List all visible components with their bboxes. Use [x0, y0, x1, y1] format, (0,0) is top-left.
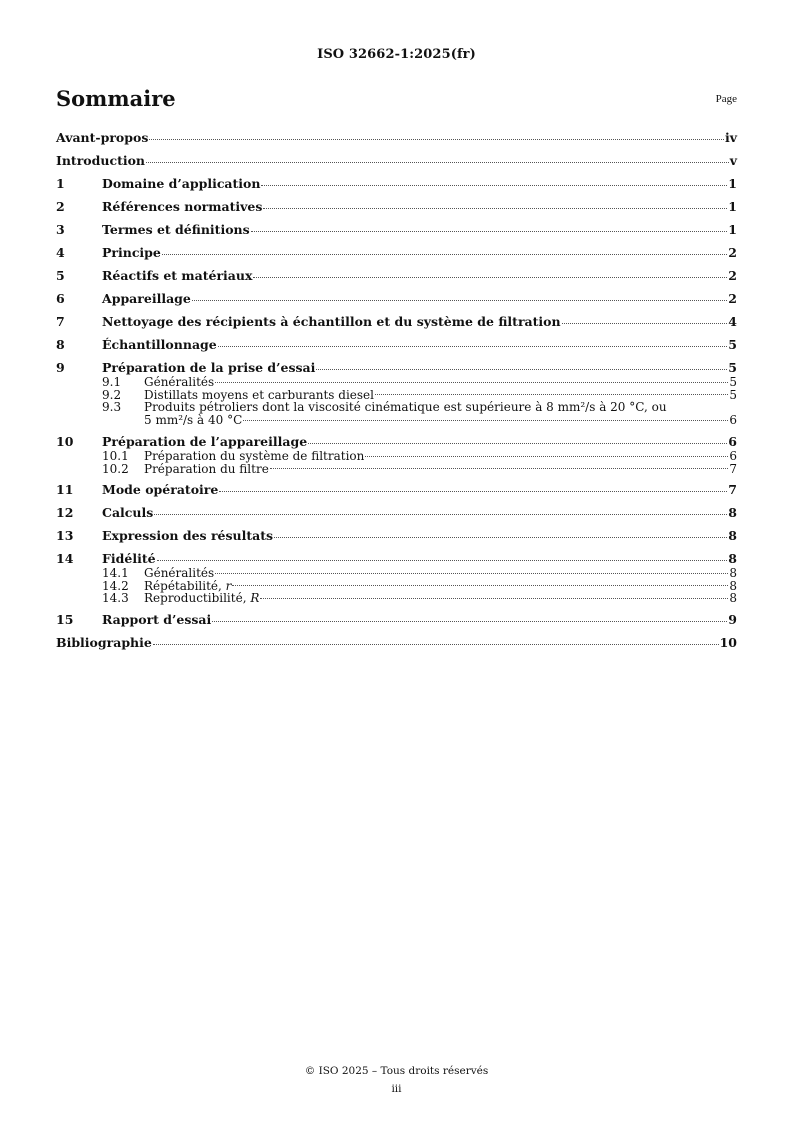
toc-entry-title: Répétabilité, r [144, 578, 232, 593]
dot-leader [243, 420, 728, 421]
toc-entry-page: 5 [728, 337, 737, 352]
toc-entry-number: 14.3 [102, 591, 129, 605]
dot-leader [375, 394, 728, 395]
toc-entry-12[interactable] [56, 505, 737, 521]
toc-entry-title: Principe [102, 245, 161, 260]
toc-entry-title: Expression des résultats [102, 528, 274, 543]
toc-entry-title: Termes et définitions [102, 222, 250, 237]
dot-leader [308, 443, 727, 444]
toc-entry-title: Préparation de l’appareillage [102, 434, 308, 449]
toc-entry-1[interactable] [56, 176, 737, 192]
toc-entry-page: 4 [728, 314, 737, 329]
toc-entry-number: 11 [56, 482, 74, 497]
dot-leader [253, 277, 727, 278]
toc-entry-page: 8 [728, 551, 737, 566]
toc-entry-9[interactable] [56, 360, 737, 376]
toc-entry-page: 6 [728, 434, 737, 449]
toc-entry-page: 1 [728, 222, 737, 237]
toc-entry-page: 8 [729, 566, 737, 580]
toc-entry-number: 14.2 [102, 578, 129, 593]
toc-entry-page: 5 [729, 387, 737, 402]
toc-entry-page: v [729, 153, 737, 168]
toc-entry-page: 6 [729, 413, 737, 427]
toc-entry-number: 14.1 [102, 566, 129, 580]
toc-entry-number: 2 [56, 199, 65, 214]
toc-entry-number: 9.1 [102, 375, 122, 389]
toc-entry-4[interactable] [56, 245, 737, 261]
dot-leader [316, 369, 727, 370]
toc-entry-11[interactable] [56, 482, 737, 498]
toc-entry-title: Préparation du filtre [144, 461, 269, 476]
toc-entry-introduction[interactable] [56, 153, 737, 169]
dot-leader [218, 346, 728, 347]
dot-leader [251, 231, 728, 232]
toc-entry-title: Nettoyage des récipients à échantillon et du système de filtration [102, 314, 561, 329]
toc-entry-title: Appareillage [102, 291, 191, 306]
toc-entry-title: Préparation de la prise d’essai [102, 360, 316, 375]
toc-entry-number: 1 [56, 176, 65, 191]
document-header: ISO 32662-1:2025(fr) [317, 47, 476, 62]
toc-entry-title: Rapport d’essai [102, 611, 212, 627]
dot-leader [153, 644, 719, 645]
toc-entry-page: 7 [729, 461, 737, 476]
table-of-contents [56, 130, 737, 651]
toc-entry-number: 9.2 [102, 387, 122, 402]
toc-entry-page: 8 [729, 591, 737, 605]
toc-entry-3[interactable] [56, 222, 737, 238]
toc-entry-title: Références normatives [102, 199, 263, 214]
dot-leader [232, 585, 728, 586]
toc-entry-page: 5 [729, 375, 737, 389]
dot-leader [157, 560, 728, 561]
toc-entry-page: 1 [728, 176, 737, 191]
copyright-notice: © ISO 2025 – Tous droits réservés [304, 1065, 489, 1077]
toc-entry-page: 1 [728, 199, 737, 214]
toc-entry-7[interactable] [56, 314, 737, 330]
toc-entry-13[interactable] [56, 528, 737, 544]
page-number: iii [391, 1083, 402, 1095]
toc-entry-page: 8 [728, 528, 737, 543]
page-column-label: Page [715, 93, 737, 105]
toc-entry-5[interactable] [56, 268, 737, 284]
dot-leader [215, 382, 728, 383]
toc-entry-title: Préparation du système de filtration [144, 449, 365, 463]
toc-entry-page: 5 [728, 360, 737, 375]
toc-entry-8[interactable] [56, 337, 737, 353]
toc-entry-title: Bibliographie [56, 634, 152, 650]
toc-entry-title: Introduction [56, 153, 146, 168]
toc-entry-title: Domaine d’application [102, 176, 261, 191]
toc-entry-15[interactable] [56, 612, 737, 628]
toc-entry-title: Généralités [144, 375, 215, 389]
toc-entry-title: Fidélité [102, 551, 156, 566]
toc-entry-page: iv [724, 130, 737, 145]
dot-leader [149, 139, 724, 140]
dot-leader [562, 323, 728, 324]
dot-leader [215, 573, 728, 574]
toc-entry-page: 8 [728, 505, 737, 520]
dot-leader [192, 300, 727, 301]
dot-leader [154, 514, 727, 515]
toc-entry-page: 2 [728, 291, 737, 306]
toc-entry-page: 8 [729, 578, 737, 593]
dot-leader [219, 491, 727, 492]
toc-entry-14[interactable] [56, 551, 737, 567]
dot-leader [261, 185, 727, 186]
toc-entry-page: 10 [719, 634, 737, 650]
toc-entry-bibliographie[interactable] [56, 635, 737, 651]
toc-entry-title: Réactifs et matériaux [102, 268, 253, 283]
page-title: Sommaire [56, 86, 176, 111]
toc-entry-title: Mode opératoire [102, 482, 219, 497]
toc-entry-9-1[interactable] [56, 376, 737, 389]
toc-entry-number: 13 [56, 528, 74, 543]
toc-entry-number: 5 [56, 268, 65, 283]
toc-entry-number: 10.1 [102, 449, 129, 463]
toc-entry-title: Généralités [144, 566, 215, 580]
toc-entry-number: 14 [56, 551, 74, 566]
toc-entry-title: Échantillonnage [102, 337, 217, 352]
toc-entry-10-1[interactable] [56, 450, 737, 463]
toc-entry-number: 4 [56, 245, 65, 260]
toc-entry-10[interactable] [56, 434, 737, 450]
toc-entry-number: 12 [56, 505, 74, 520]
toc-entry-number: 9 [56, 360, 65, 375]
toc-entry-page: 2 [728, 268, 737, 283]
dot-leader [146, 162, 729, 163]
toc-entry-14-3[interactable] [56, 592, 737, 605]
toc-entry-number: 15 [56, 611, 74, 627]
toc-entry-page: 9 [728, 611, 737, 627]
toc-entry-6[interactable] [56, 291, 737, 307]
toc-entry-title-line2: 5 mm²/s à 40 °C [144, 413, 243, 427]
dot-leader [260, 598, 728, 599]
dot-leader [162, 254, 727, 255]
toc-entry-number: 8 [56, 337, 65, 352]
toc-entry-10-2[interactable] [56, 463, 737, 476]
toc-entry-title: Reproductibilité, R [144, 591, 260, 605]
dot-leader [263, 208, 727, 209]
toc-entry-14-1[interactable] [56, 567, 737, 580]
toc-entry-number: 10 [56, 434, 74, 449]
dot-leader [365, 456, 728, 457]
toc-entry-title: Distillats moyens et carburants diesel [144, 387, 374, 402]
toc-entry-avant-propos[interactable] [56, 130, 737, 146]
toc-entry-page: 6 [729, 449, 737, 463]
dot-leader [212, 621, 727, 622]
toc-entry-number: 9.3 [102, 400, 122, 414]
toc-entry-number: 7 [56, 314, 65, 329]
toc-entry-number: 10.2 [102, 461, 129, 476]
toc-entry-title: Avant-propos [56, 130, 149, 145]
toc-entry-number: 6 [56, 291, 65, 306]
dot-leader [270, 468, 729, 469]
toc-entry-page: 2 [728, 245, 737, 260]
toc-entry-page: 7 [728, 482, 737, 497]
toc-entry-title-line1: Produits pétroliers dont la viscosité cinématique est supérieure à 8 mm²/s à 20 °C, ou [144, 400, 667, 414]
toc-entry-9-3[interactable] [56, 401, 737, 427]
toc-entry-2[interactable] [56, 199, 737, 215]
toc-entry-number: 3 [56, 222, 65, 237]
dot-leader [274, 537, 727, 538]
toc-entry-title: Calculs [102, 505, 154, 520]
